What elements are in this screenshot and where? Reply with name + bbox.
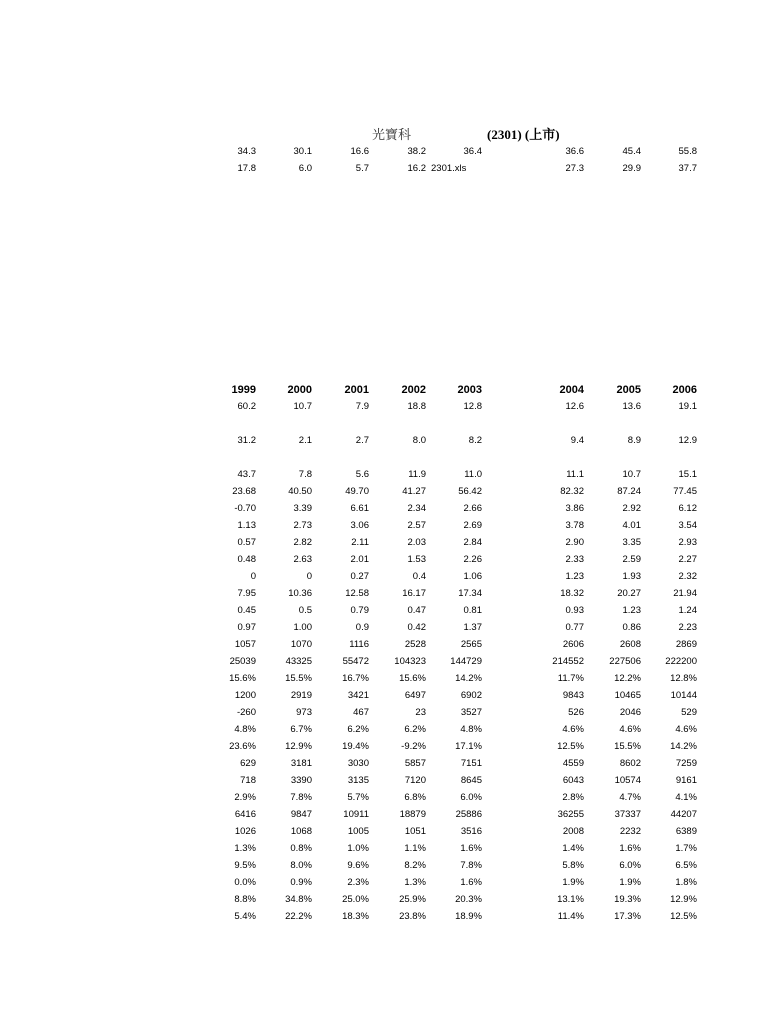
table-cell: 12.5%: [557, 741, 584, 752]
table-cell: 14.2%: [455, 673, 482, 684]
table-cell: 12.6: [565, 401, 584, 412]
table-cell: 8.8%: [234, 894, 256, 905]
table-cell: 6043: [562, 775, 584, 786]
table-cell: 6.61: [350, 503, 369, 514]
table-cell: 3181: [290, 758, 312, 769]
table-cell: 29.9: [622, 163, 641, 174]
table-row: [0, 808, 768, 822]
table-cell: 12.9%: [670, 894, 697, 905]
table-cell: 2.69: [463, 520, 482, 531]
table-cell: 49.70: [345, 486, 369, 497]
table-cell: 6902: [460, 690, 482, 701]
table-cell: 17.3%: [614, 911, 641, 922]
table-cell: 1.23: [565, 571, 584, 582]
table-cell: 23.6%: [229, 741, 256, 752]
table-row: [0, 791, 768, 805]
table-row: [0, 570, 768, 584]
table-cell: 1999: [231, 384, 256, 396]
table-cell: 2232: [619, 826, 641, 837]
table-cell: 214552: [552, 656, 584, 667]
table-cell: 1.4%: [562, 843, 584, 854]
table-cell: 1.8%: [675, 877, 697, 888]
table-cell: 55472: [342, 656, 369, 667]
table-cell: 2565: [460, 639, 482, 650]
table-cell: 227506: [609, 656, 641, 667]
table-cell: 0.42: [407, 622, 426, 633]
table-cell: 19.3%: [614, 894, 641, 905]
table-cell: 5.6: [355, 469, 369, 480]
table-cell: 2.57: [407, 520, 426, 531]
table-row: [0, 723, 768, 737]
table-cell: 4.8%: [234, 724, 256, 735]
table-cell: 16.7%: [342, 673, 369, 684]
table-cell: 4.1%: [675, 792, 697, 803]
table-cell: 0.0%: [234, 877, 256, 888]
table-cell: 3.78: [565, 520, 584, 531]
table-cell: 2.01: [350, 554, 369, 565]
table-cell: 12.9: [678, 435, 697, 446]
table-row: [0, 604, 768, 618]
table-row: [0, 434, 768, 448]
table-cell: 41.27: [402, 486, 426, 497]
table-cell: 1.06: [463, 571, 482, 582]
table-cell: 45.4: [622, 146, 641, 157]
table-cell: 36.6: [565, 146, 584, 157]
table-cell: 8645: [460, 775, 482, 786]
table-cell: 8.0%: [290, 860, 312, 871]
table-cell: 0.4: [412, 571, 426, 582]
table-cell: 9161: [675, 775, 697, 786]
table-row: [0, 910, 768, 924]
table-cell: 1.1%: [404, 843, 426, 854]
table-cell: 0.5: [298, 605, 312, 616]
table-cell: 56.42: [458, 486, 482, 497]
table-cell: 19.4%: [342, 741, 369, 752]
table-cell: 12.8: [463, 401, 482, 412]
table-cell: 17.1%: [455, 741, 482, 752]
table-cell: 2.1: [298, 435, 312, 446]
table-cell: 3390: [290, 775, 312, 786]
table-row: [0, 519, 768, 533]
table-cell: 1.13: [237, 520, 256, 531]
table-cell: 4.6%: [619, 724, 641, 735]
table-cell: 1.53: [407, 554, 426, 565]
table-row: [0, 621, 768, 635]
table-cell: 6.2%: [404, 724, 426, 735]
table-cell: 2.9%: [234, 792, 256, 803]
table-cell: 10.7: [293, 401, 312, 412]
table-cell: 20.3%: [455, 894, 482, 905]
table-cell: 19.1: [678, 401, 697, 412]
table-cell: 18.32: [560, 588, 584, 599]
table-row: [0, 655, 768, 669]
table-cell: 16.17: [402, 588, 426, 599]
table-cell: 5.7: [355, 163, 369, 174]
table-cell: 2.82: [293, 537, 312, 548]
table-cell: 36.4: [463, 146, 482, 157]
table-cell: 2.93: [678, 537, 697, 548]
table-cell: 7.8: [298, 469, 312, 480]
table-cell: 8.2%: [404, 860, 426, 871]
table-cell: 15.1: [678, 469, 697, 480]
table-cell: 2.66: [463, 503, 482, 514]
table-row: [0, 740, 768, 754]
table-cell: 1026: [234, 826, 256, 837]
table-cell: 2528: [404, 639, 426, 650]
table-cell: 9843: [562, 690, 584, 701]
table-cell: 1.24: [678, 605, 697, 616]
table-cell: 6416: [234, 809, 256, 820]
table-cell: 20.27: [617, 588, 641, 599]
table-cell: 7120: [404, 775, 426, 786]
table-cell: 2006: [672, 384, 697, 396]
table-cell: 2.11: [351, 537, 369, 548]
table-cell: 2.7: [355, 435, 369, 446]
table-cell: 2004: [559, 384, 584, 396]
table-cell: 3030: [347, 758, 369, 769]
table-cell: 4.8%: [460, 724, 482, 735]
table-cell: 3.35: [622, 537, 641, 548]
table-cell: 5.7%: [347, 792, 369, 803]
table-cell: 38.2: [407, 146, 426, 157]
table-row: [0, 536, 768, 550]
table-cell: 6.12: [678, 503, 697, 514]
table-cell: 629: [240, 758, 256, 769]
table-cell: 17.34: [458, 588, 482, 599]
table-cell: 2002: [401, 384, 426, 396]
table-cell: 87.24: [617, 486, 641, 497]
table-cell: 8.0: [412, 435, 426, 446]
table-cell: 13.1%: [557, 894, 584, 905]
table-cell: 43325: [285, 656, 312, 667]
table-cell: 0.86: [622, 622, 641, 633]
table-cell: 2608: [619, 639, 641, 650]
table-cell: -260: [236, 707, 256, 718]
table-cell: 40.50: [288, 486, 312, 497]
table-cell: 9847: [290, 809, 312, 820]
table-cell: 4.01: [622, 520, 641, 531]
year-header-row: [0, 383, 768, 397]
table-cell: 25.0%: [342, 894, 369, 905]
table-cell: 10574: [614, 775, 641, 786]
table-cell: 2046: [619, 707, 641, 718]
table-cell: 8.2: [468, 435, 482, 446]
table-row: [0, 825, 768, 839]
table-row: [0, 672, 768, 686]
table-cell: 2.03: [407, 537, 426, 548]
table-cell: 55.8: [678, 146, 697, 157]
table-cell: 2.32: [678, 571, 697, 582]
table-cell: 973: [296, 707, 312, 718]
table-cell: 2.84: [463, 537, 482, 548]
table-cell: 3135: [347, 775, 369, 786]
table-cell: 1005: [347, 826, 369, 837]
table-cell: 7259: [675, 758, 697, 769]
table-cell: 15.6%: [229, 673, 256, 684]
table-row: [0, 689, 768, 703]
table-cell: 4559: [562, 758, 584, 769]
table-row: [0, 587, 768, 601]
table-cell: 37337: [614, 809, 641, 820]
table-cell: 77.45: [673, 486, 697, 497]
table-cell: 12.8%: [670, 673, 697, 684]
table-cell: 4.6%: [562, 724, 584, 735]
table-cell: 526: [568, 707, 584, 718]
table-cell: 5.4%: [234, 911, 256, 922]
table-cell: 43.7: [237, 469, 256, 480]
table-cell: 0.8%: [290, 843, 312, 854]
table-cell: 0.45: [237, 605, 256, 616]
table-cell: 37.7: [678, 163, 697, 174]
table-cell: 0: [250, 571, 256, 582]
table-cell: 0.77: [565, 622, 584, 633]
table-cell: 44207: [670, 809, 697, 820]
table-cell: 2001: [344, 384, 369, 396]
table-row: [0, 842, 768, 856]
table-cell: 34.8%: [285, 894, 312, 905]
table-cell: 12.58: [345, 588, 369, 599]
table-row: [0, 468, 768, 482]
table-cell: 1.23: [622, 605, 641, 616]
table-cell: 3421: [347, 690, 369, 701]
table-cell: 2.3%: [347, 877, 369, 888]
table-cell: 1.37: [463, 622, 482, 633]
table-cell: 2.23: [678, 622, 697, 633]
table-cell: 7.9: [355, 401, 369, 412]
table-row: [0, 757, 768, 771]
table-row: [0, 162, 768, 176]
table-cell: 0: [306, 571, 312, 582]
table-cell: 3.86: [565, 503, 584, 514]
table-cell: 529: [681, 707, 697, 718]
table-cell: 0.9: [355, 622, 369, 633]
table-cell: 222200: [665, 656, 697, 667]
table-cell: 18.9%: [455, 911, 482, 922]
table-cell: 1.00: [293, 622, 312, 633]
table-cell: 4.7%: [619, 792, 641, 803]
table-cell: 6389: [675, 826, 697, 837]
table-cell: 15.6%: [399, 673, 426, 684]
table-row: [0, 485, 768, 499]
table-cell: 0.97: [237, 622, 256, 633]
table-cell: 11.0: [464, 469, 482, 480]
table-cell: 23: [415, 707, 426, 718]
table-cell: 2000: [287, 384, 312, 396]
table-cell: 2005: [616, 384, 641, 396]
table-row: [0, 893, 768, 907]
table-cell: 2.73: [293, 520, 312, 531]
table-row: [0, 859, 768, 873]
table-cell: 25.9%: [399, 894, 426, 905]
table-cell: 0.93: [565, 605, 584, 616]
table-cell: 3.54: [678, 520, 697, 531]
table-cell: 2919: [290, 690, 312, 701]
table-cell: 0.47: [407, 605, 426, 616]
table-cell: 23.68: [232, 486, 256, 497]
table-cell: 36255: [557, 809, 584, 820]
table-row: [0, 400, 768, 414]
table-cell: 6497: [404, 690, 426, 701]
table-cell: 2.8%: [562, 792, 584, 803]
table-cell: 144729: [450, 656, 482, 667]
table-cell: -0.70: [234, 503, 256, 514]
document-title-code: (2301) (上市): [487, 127, 560, 142]
table-cell: 104323: [394, 656, 426, 667]
table-cell: 18.8: [407, 401, 426, 412]
table-cell: 25886: [455, 809, 482, 820]
table-cell: 23.8%: [399, 911, 426, 922]
table-cell: 2.63: [293, 554, 312, 565]
table-cell: 2008: [562, 826, 584, 837]
table-cell: 1.3%: [404, 877, 426, 888]
table-cell: 9.6%: [347, 860, 369, 871]
table-cell: 6.7%: [290, 724, 312, 735]
table-cell: 2.27: [678, 554, 697, 565]
table-cell: 13.6: [622, 401, 641, 412]
table-cell: 0.79: [350, 605, 369, 616]
table-cell: 3.39: [293, 503, 312, 514]
table-row: [0, 502, 768, 516]
table-cell: 0.81: [463, 605, 482, 616]
table-cell: 1.0%: [347, 843, 369, 854]
table-cell: 1.6%: [460, 877, 482, 888]
table-row: [0, 553, 768, 567]
table-cell: 11.7%: [557, 673, 584, 684]
table-cell: 2.92: [622, 503, 641, 514]
table-cell: 15.5%: [614, 741, 641, 752]
table-row: [0, 145, 768, 159]
table-cell: 30.1: [293, 146, 312, 157]
table-cell: 7.8%: [290, 792, 312, 803]
table-cell: 6.0: [298, 163, 312, 174]
table-row: [0, 638, 768, 652]
table-cell: 12.9%: [285, 741, 312, 752]
table-cell: 0.48: [237, 554, 256, 565]
table-cell: 0.57: [237, 537, 256, 548]
table-cell: 2.90: [565, 537, 584, 548]
table-cell: 16.2: [407, 163, 426, 174]
table-cell: 9.5%: [234, 860, 256, 871]
table-cell: 1051: [404, 826, 426, 837]
table-cell: 1.6%: [619, 843, 641, 854]
table-cell: 1057: [234, 639, 256, 650]
table-cell: 16.6: [350, 146, 369, 157]
table-cell: 11.1: [566, 469, 584, 480]
table-cell: 11.4%: [557, 911, 584, 922]
table-cell: 10144: [670, 690, 697, 701]
table-cell: 6.0%: [460, 792, 482, 803]
table-cell: 8602: [619, 758, 641, 769]
file-name-label: 2301.xls: [431, 163, 467, 174]
table-cell: 2.34: [407, 503, 426, 514]
table-cell: 14.2%: [670, 741, 697, 752]
table-cell: 1.9%: [562, 877, 584, 888]
table-cell: 12.2%: [614, 673, 641, 684]
table-cell: 25039: [229, 656, 256, 667]
table-cell: 6.2%: [347, 724, 369, 735]
table-cell: 9.4: [570, 435, 584, 446]
table-cell: 6.8%: [404, 792, 426, 803]
table-cell: 2606: [562, 639, 584, 650]
table-row: [0, 706, 768, 720]
table-cell: 3527: [460, 707, 482, 718]
table-cell: 7.8%: [460, 860, 482, 871]
table-cell: 0.9%: [290, 877, 312, 888]
document-title-name: 光寶科: [372, 128, 412, 143]
table-cell: 31.2: [237, 435, 256, 446]
table-cell: 1070: [290, 639, 312, 650]
table-cell: 2003: [457, 384, 482, 396]
table-cell: 1.9%: [619, 877, 641, 888]
table-row: [0, 876, 768, 890]
table-cell: 15.5%: [285, 673, 312, 684]
table-cell: 1.93: [622, 571, 641, 582]
table-cell: 5.8%: [562, 860, 584, 871]
table-cell: 3.06: [350, 520, 369, 531]
table-cell: 1068: [290, 826, 312, 837]
table-cell: 6.5%: [675, 860, 697, 871]
table-cell: 2869: [675, 639, 697, 650]
table-cell: 7.95: [237, 588, 256, 599]
table-cell: 18.3%: [342, 911, 369, 922]
table-cell: 1.6%: [460, 843, 482, 854]
table-cell: 12.5%: [670, 911, 697, 922]
table-cell: 10.7: [622, 469, 641, 480]
table-cell: 82.32: [560, 486, 584, 497]
table-cell: 6.0%: [619, 860, 641, 871]
table-cell: 18879: [399, 809, 426, 820]
table-cell: 1.7%: [675, 843, 697, 854]
table-cell: 1.3%: [234, 843, 256, 854]
table-cell: 5857: [404, 758, 426, 769]
table-cell: 34.3: [237, 146, 256, 157]
table-cell: 2.26: [463, 554, 482, 565]
table-cell: 0.27: [350, 571, 369, 582]
table-cell: 718: [240, 775, 256, 786]
table-cell: 2.33: [565, 554, 584, 565]
table-row: [0, 774, 768, 788]
table-cell: 10.36: [288, 588, 312, 599]
table-cell: 10911: [343, 809, 369, 820]
table-cell: 17.8: [237, 163, 256, 174]
table-cell: 1200: [234, 690, 256, 701]
table-cell: 11.9: [408, 469, 426, 480]
table-cell: 467: [353, 707, 369, 718]
table-cell: 7151: [460, 758, 482, 769]
table-cell: 10465: [614, 690, 641, 701]
table-cell: 60.2: [237, 401, 256, 412]
table-cell: 3516: [460, 826, 482, 837]
table-cell: 27.3: [565, 163, 584, 174]
table-cell: 22.2%: [285, 911, 312, 922]
table-cell: 2.59: [622, 554, 641, 565]
table-cell: 1116: [349, 639, 369, 650]
table-cell: 4.6%: [675, 724, 697, 735]
table-cell: 8.9: [627, 435, 641, 446]
table-cell: 21.94: [673, 588, 697, 599]
table-cell: -9.2%: [401, 741, 426, 752]
